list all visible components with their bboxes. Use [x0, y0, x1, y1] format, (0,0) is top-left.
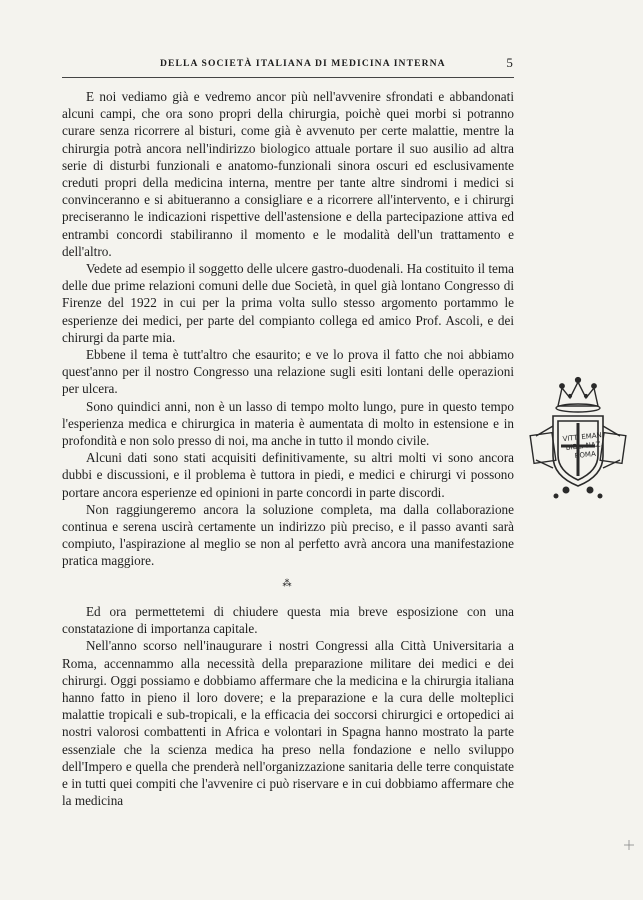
section-2 — [62, 603, 514, 809]
corner-mark-icon — [624, 840, 634, 850]
stamp-line: BIBL. NAZ. — [565, 440, 604, 452]
section-separator: ⁂ — [282, 578, 292, 588]
stamp-line: VITT. EMAN. — [562, 430, 605, 444]
paragraph: Vedete ad esempio il soggetto delle ulcere gastro-duodenali. Ha costituito il tema delle due prime relazioni comuni delle due Società, in quel già lontano Congresso di Firenze del 1922 in cui per la prima volta sullo stesso argomento portammo le esperienze dei medici, per parte del compianto collega ed amico Prof. Ascoli, e dei chirurgi da parte mia. — [62, 261, 514, 345]
paragraph: Non raggiungeremo ancora la soluzione completa, ma dalla collaborazione continua e serena uscirà certamente un indirizzo più preciso, e il passo avanti sarà compiuto, l'aspirazione al meglio se non al perfetto avrà ancora una manifestazione pratica maggiore. — [62, 501, 514, 569]
stamp-line: ROMA — [574, 449, 597, 461]
page-number: 5 — [506, 55, 514, 70]
paragraph: E noi vediamo già e vedremo ancor più nell'avvenire sfrondati e abbandonati alcuni campi, che ora sono propri della chirurgia, poichè quei morbi si potranno curare senza ricorrere al bisturi, come già è avvenuto per certe malattie, mentre la chirurgia potrà ancora nell'indirizzo biologico attuale portare il suo ausilio ad altra serie di disturbi funzionali e anatomo-funzionali sinora oscuri ed esclusivamente creduti propri della medicina interna, mentre per tante altre sindromi i medici si convinceranno e si abitueranno a consigliare e a ricorrere all'intervento, e i chirurgi preciseranno le indicazioni rispettive dell'astensione e della partecipazione attiva ed entrambi concordi stabiliranno il momento e le modalità dell'un trattamento e dell'altro. — [62, 89, 514, 259]
section-1 — [62, 88, 514, 570]
running-title: DELLA SOCIETÀ ITALIANA DI MEDICINA INTERNA — [160, 58, 446, 69]
header-rule — [62, 77, 514, 78]
paragraph: Ebbene il tema è tutt'altro che esaurito; e ve lo prova il fatto che noi abbiamo quest'anno per il nostro Congresso una relazione sugli esiti lontani delle operazioni per ulcera. — [62, 347, 514, 397]
stamp-legend — [553, 430, 617, 476]
paragraph: Sono quindici anni, non è un lasso di tempo molto lungo, pure in questo tempo l'esperienza medica e chirurgica in materia è aumentata di molto in estensione e in profondità e non solo presso di noi, ma anche in tutto il mondo civile. — [62, 398, 514, 449]
paragraph: Nell'anno scorso nell'inaugurare i nostri Congressi alla Città Universitaria a Roma, accennammo alla necessità della preparazione militare dei medici e dei chirurgi. Oggi possiamo e dobbiamo affermare che la medicina e la chirurgia italiana hanno fatto in pieno il loro dovere; e la preparazione e la cura delle molteplici malattie tropicali e sub-tropicali, e la efficacia dei soccorsi chirurgici e ortopedici ai nostri valorosi combattenti in Africa e volontari in Spagna hanno mostrato la parte essenziale che la scienza medica ha preso nella fondazione e nello sviluppo dell'Impero e quella che prenderà nell'organizzazione sanitaria delle terre conquistate e in tutti quei compiti che l'avvenire ci può riservare e in cui dobbiamo affermare che la medicina — [62, 638, 514, 809]
paragraph: Ed ora permettetemi di chiudere questa mia breve esposizione con una constatazione di importanza capitale. — [62, 604, 514, 637]
paragraph: Alcuni dati sono stati acquisiti definitivamente, su altri molti vi sono ancora dubbi e discussioni, e il problema è tuttora in piedi, e medici e chirurgi vi possono portare ancora esperienze ed opinioni in parte concordi in parte discordi. — [62, 450, 514, 500]
